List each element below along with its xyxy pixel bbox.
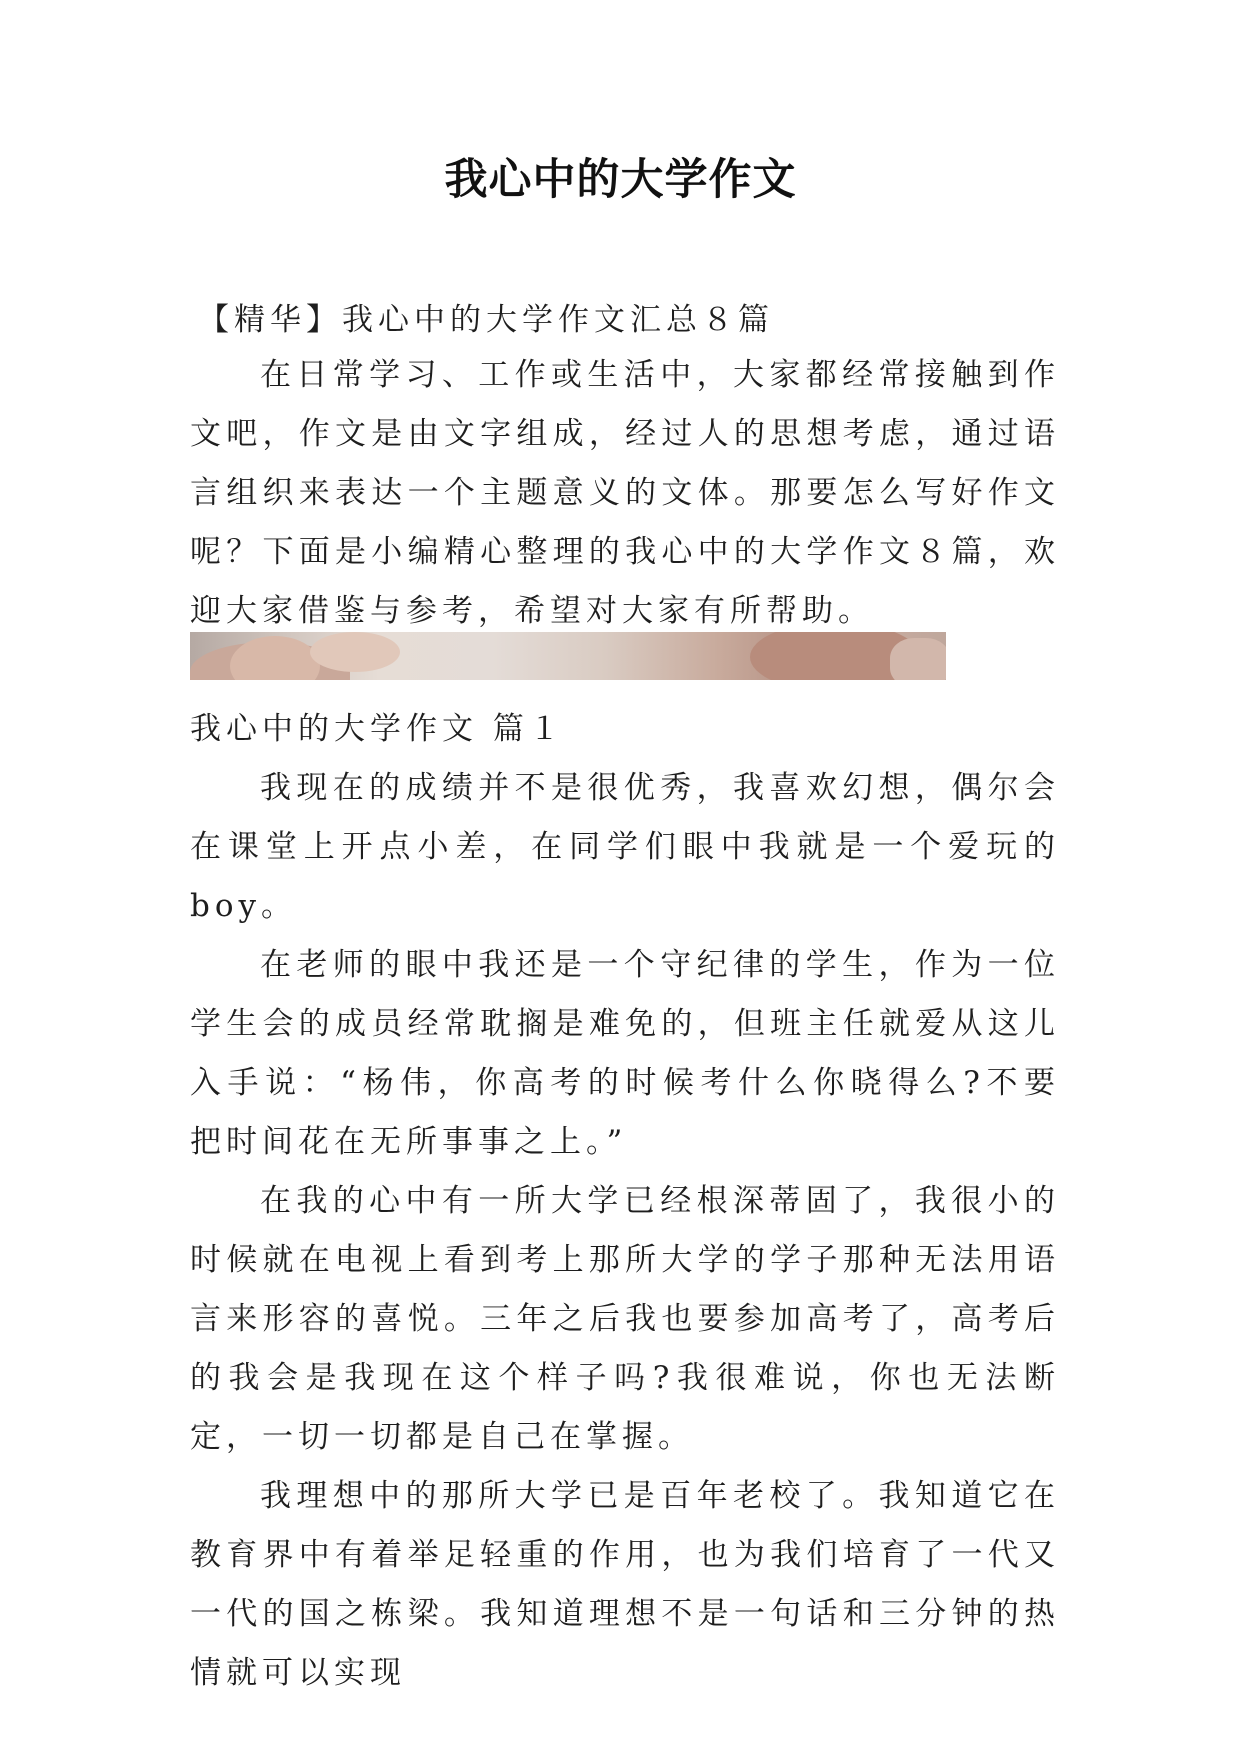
document-subtitle: 【精华】我心中的大学作文汇总８篇 xyxy=(198,302,774,338)
article-photo xyxy=(190,632,946,680)
essay-body xyxy=(190,759,1060,1703)
photo-detail xyxy=(310,632,400,672)
photo-detail xyxy=(890,638,946,680)
essay-paragraph: 在老师的眼中我还是一个守纪律的学生，作为一位学生会的成员经常耽搁是难免的，但班主任就爱从这儿入手说：“杨伟，你高考的时候考什么你晓得么?不要把时间花在无所事事之上。” xyxy=(190,947,1060,1160)
intro-paragraph: 在日常学习、工作或生活中，大家都经常接触到作文吧，作文是由文字组成，经过人的思想考虑，通过语言组织来表达一个主题意义的文体。那要怎么写好作文呢？下面是小编精心整理的我心中的大学作文８篇，欢迎大家借鉴与参考，希望对大家有所帮助。 xyxy=(190,357,1060,629)
essay-paragraph: 我理想中的那所大学已是百年老校了。我知道它在教育界中有着举足轻重的作用，也为我们培育了一代又一代的国之栋梁。我知道理想不是一句话和三分钟的热情就可以实现 xyxy=(190,1478,1060,1691)
essay-paragraph: 在我的心中有一所大学已经根深蒂固了，我很小的时候就在电视上看到考上那所大学的学子那种无法用语言来形容的喜悦。三年之后我也要参加高考了，高考后的我会是我现在这个样子吗?我很难说，你也无法断定，一切一切都是自己在掌握。 xyxy=(190,1183,1060,1455)
essay-heading: 我心中的大学作文 篇１ xyxy=(190,711,565,747)
document-title: 我心中的大学作文 xyxy=(444,155,797,205)
intro-section xyxy=(190,346,1060,641)
essay-paragraph: 我现在的成绩并不是很优秀，我喜欢幻想，偶尔会在课堂上开点小差，在同学们眼中我就是一个爱玩的boy。 xyxy=(190,770,1060,924)
